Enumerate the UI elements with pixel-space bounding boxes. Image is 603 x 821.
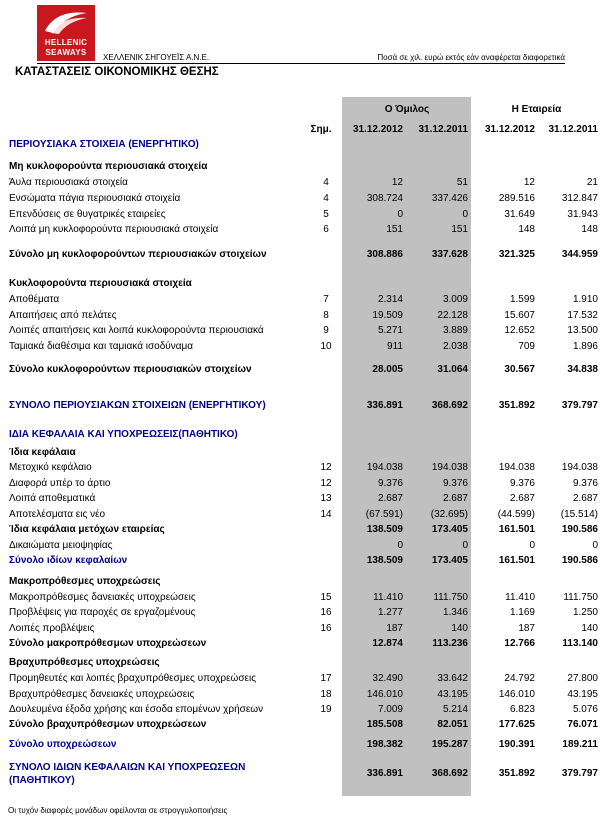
logo-text-line2: SEAWAYS <box>45 48 87 57</box>
row-note: 9 <box>323 325 329 336</box>
table-row <box>0 523 603 537</box>
row-value: 336.891 <box>366 400 403 411</box>
row-value: 1.910 <box>572 294 598 305</box>
table-row <box>0 575 603 589</box>
table-row <box>0 309 603 323</box>
column-date-header-row <box>0 123 603 137</box>
row-note: 4 <box>323 177 329 188</box>
row-value: 187 <box>386 623 403 634</box>
row-value: 379.797 <box>561 400 598 411</box>
row-value: 336.891 <box>366 768 403 779</box>
row-label: Αποτελέσματα εις νέο <box>9 509 106 520</box>
row-value: 709 <box>518 341 535 352</box>
row-value: 12 <box>523 177 535 188</box>
row-label: Σύνολο ιδίων κεφαλαίων <box>9 555 128 566</box>
row-value: 82.051 <box>437 719 468 730</box>
row-label: Μακροπρόθεσμες υποχρεώσεις <box>9 576 161 587</box>
row-value: 308.724 <box>366 193 403 204</box>
table-row <box>0 340 603 354</box>
group-header: Ο Όμιλος <box>384 104 430 115</box>
row-value: 13.500 <box>567 325 598 336</box>
row-note: 17 <box>320 673 332 684</box>
row-value: 177.625 <box>498 719 535 730</box>
row-value: 138.509 <box>366 524 403 535</box>
row-value: 2.687 <box>377 493 403 504</box>
row-value: 189.211 <box>562 739 598 750</box>
row-label: Διαφορά υπέρ το άρτιο <box>9 478 111 489</box>
row-value: 111.750 <box>433 592 468 603</box>
row-value: 2.314 <box>377 294 403 305</box>
row-value: 2.038 <box>442 341 468 352</box>
row-value: (67.591) <box>365 509 403 520</box>
row-value: 368.692 <box>431 768 468 779</box>
wave-emblem-icon <box>43 9 89 35</box>
header-divider <box>37 63 565 64</box>
date-header: 31.12.2012 <box>352 124 403 135</box>
table-row <box>0 461 603 475</box>
row-value: 148 <box>581 224 598 235</box>
row-label: Σύνολο υποχρεώσεων <box>9 739 117 750</box>
row-value: 151 <box>451 224 468 235</box>
date-header: 31.12.2012 <box>484 124 535 135</box>
row-label: Λοιπές προβλέψεις <box>9 623 95 634</box>
row-value: 0 <box>462 540 468 551</box>
row-value: 33.642 <box>437 673 468 684</box>
row-value: 9.376 <box>442 478 468 489</box>
row-note: 13 <box>320 493 332 504</box>
row-label: Άυλα περιουσιακά στοιχεία <box>9 177 128 188</box>
date-header: 31.12.2011 <box>548 124 598 135</box>
row-label: Βραχυπρόθεσμες δανειακές υποχρεώσεις <box>9 689 195 700</box>
row-label: Αποθέματα <box>9 294 60 305</box>
rounding-footnote: Οι τυχόν διαφορές μονάδων οφείλονται σε στρογγυλοποιήσεις <box>8 806 228 815</box>
row-note: 12 <box>320 478 332 489</box>
row-label: Μακροπρόθεσμες δανειακές υποχρεώσεις <box>9 592 196 603</box>
column-group-header-row <box>0 103 603 117</box>
row-value: 5.076 <box>572 704 598 715</box>
row-value: 15.607 <box>504 310 535 321</box>
row-value: (44.599) <box>497 509 535 520</box>
row-value: 31.064 <box>437 364 468 375</box>
row-note: 18 <box>320 689 332 700</box>
date-header: 31.12.2011 <box>418 124 468 135</box>
row-value: 194.038 <box>561 462 598 473</box>
row-value: 0 <box>397 540 403 551</box>
row-value: 31.943 <box>567 209 598 220</box>
row-value: 379.797 <box>561 768 598 779</box>
row-label: Ίδια κεφάλαια <box>9 447 76 458</box>
row-value: 194.038 <box>498 462 535 473</box>
row-value: 140 <box>581 623 598 634</box>
row-note: 8 <box>323 310 329 321</box>
row-value: 27.800 <box>567 673 598 684</box>
row-label: Δικαιώματα μειοψηφίας <box>9 540 113 551</box>
row-label: Επενδύσεις σε θυγατρικές εταιρείες <box>9 209 166 220</box>
row-label: Ίδια κεφάλαια μετόχων εταιρείας <box>9 524 165 535</box>
row-value: 187 <box>518 623 535 634</box>
row-value: 3.889 <box>442 325 468 336</box>
row-value: 113.236 <box>432 638 468 649</box>
row-label: Μετοχικό κεφάλαιο <box>9 462 92 473</box>
row-value: 161.501 <box>498 555 535 566</box>
row-value: 195.287 <box>431 739 468 750</box>
row-value: 911 <box>387 341 403 352</box>
table-row <box>0 192 603 206</box>
table-row <box>0 591 603 605</box>
table-row <box>0 622 603 636</box>
row-value: 76.071 <box>567 719 598 730</box>
row-value: 12.652 <box>504 325 535 336</box>
row-value: 138.509 <box>366 555 403 566</box>
row-value: 0 <box>592 540 598 551</box>
row-label: Δουλευμένα έξοδα χρήσης και έσοδα επομένων χρήσεων <box>9 704 264 715</box>
row-value: 19.509 <box>372 310 403 321</box>
row-value: 344.959 <box>561 249 598 260</box>
row-value: 21 <box>586 177 598 188</box>
row-label: Απαιτήσεις από πελάτες <box>9 310 117 321</box>
row-value: 351.892 <box>498 400 535 411</box>
row-value: 1.346 <box>442 607 468 618</box>
row-value: 5.214 <box>442 704 468 715</box>
table-row <box>0 688 603 702</box>
table-row <box>0 508 603 522</box>
row-label: Βραχυπρόθεσμες υποχρεώσεις <box>9 657 160 668</box>
row-value: 151 <box>386 224 403 235</box>
row-label: Προβλέψεις για παροχές σε εργαζομένους <box>9 607 196 618</box>
row-label: Ταμιακά διαθέσιμα και ταμιακά ισοδύναμα <box>9 341 194 352</box>
row-value: 140 <box>451 623 468 634</box>
table-row <box>0 637 603 651</box>
table-row <box>0 138 603 152</box>
row-value: 0 <box>462 209 468 220</box>
row-value: 11.410 <box>505 592 535 603</box>
table-row <box>0 539 603 553</box>
row-label: Ενσώματα πάγια περιουσιακά στοιχεία <box>9 193 181 204</box>
row-label: ΙΔΙΑ ΚΕΦΑΛΑΙΑ ΚΑΙ ΥΠΟΧΡΕΩΣΕΙΣ(ΠΑΘΗΤΙΚΟ) <box>9 429 238 440</box>
row-value: 6.823 <box>509 704 535 715</box>
table-row <box>0 176 603 190</box>
row-label: Μη κυκλοφορούντα περιουσιακά στοιχεία <box>9 161 208 172</box>
row-value: 337.426 <box>431 193 468 204</box>
row-value: 146.010 <box>498 689 535 700</box>
row-value: 308.886 <box>366 249 403 260</box>
company-header: Η Εταιρεία <box>511 104 562 115</box>
row-value: 289.516 <box>498 193 535 204</box>
table-row <box>0 477 603 491</box>
row-value: 2.687 <box>442 493 468 504</box>
table-row <box>0 277 603 291</box>
row-value: 148 <box>518 224 535 235</box>
row-note: 15 <box>320 592 332 603</box>
row-value: 194.038 <box>366 462 403 473</box>
table-row <box>0 208 603 222</box>
row-value: 2.687 <box>509 493 535 504</box>
row-value: 312.847 <box>561 193 598 204</box>
table-row <box>0 656 603 670</box>
row-value: 194.038 <box>431 462 468 473</box>
row-note: 14 <box>320 509 332 520</box>
table-row <box>0 492 603 506</box>
row-value: 0 <box>529 540 535 551</box>
row-note: 6 <box>323 224 329 235</box>
company-name: ΧΕΛΛΕΝΙΚ ΣΗΓΟΥΕΪΣ Α.Ν.Ε. <box>103 53 210 62</box>
row-label: Κυκλοφορούντα περιουσιακά στοιχεία <box>9 278 192 289</box>
row-value: 3.009 <box>442 294 468 305</box>
table-row <box>0 718 603 732</box>
row-value: 173.405 <box>431 555 468 566</box>
row-label: ΠΕΡΙΟΥΣΙΑΚΑ ΣΤΟΙΧΕΙΑ (ΕΝΕΡΓΗΤΙΚΟ) <box>9 139 199 150</box>
row-label-continued: (ΠΑΘΗΤΙΚΟΥ) <box>9 775 75 786</box>
table-row <box>0 554 603 568</box>
row-note: 16 <box>320 623 332 634</box>
table-row <box>0 606 603 620</box>
table-row <box>0 223 603 237</box>
row-value: 146.010 <box>366 689 403 700</box>
row-value: 11.410 <box>373 592 403 603</box>
row-value: 22.128 <box>437 310 468 321</box>
row-value: 113.140 <box>562 638 598 649</box>
amounts-note: Ποσά σε χιλ. ευρώ εκτός εάν αναφέρεται διαφορετικά <box>377 53 565 62</box>
table-row <box>0 446 603 460</box>
row-label: Σύνολο κυκλοφορούντων περιουσιακών στοιχείων <box>9 364 252 375</box>
note-column-header: Σημ. <box>310 124 332 135</box>
row-note: 12 <box>320 462 332 473</box>
row-note: 5 <box>323 209 329 220</box>
row-value: 368.692 <box>431 400 468 411</box>
table-row <box>0 293 603 307</box>
row-note: 19 <box>320 704 332 715</box>
table-row <box>0 703 603 717</box>
table-row <box>0 738 603 752</box>
row-note: 7 <box>323 294 329 305</box>
row-value: 190.586 <box>561 555 598 566</box>
row-value: 111.750 <box>563 592 598 603</box>
logo-text-line1: HELLENIC <box>44 38 88 47</box>
row-note: 4 <box>323 193 329 204</box>
row-value: 1.169 <box>509 607 535 618</box>
row-value: 1.250 <box>572 607 598 618</box>
row-label: Λοιπές απαιτήσεις και λοιπά κυκλοφορούντα περιουσιακά <box>9 325 264 336</box>
row-value: 43.195 <box>567 689 598 700</box>
row-value: 5.271 <box>377 325 403 336</box>
row-value: 9.376 <box>572 478 598 489</box>
row-value: 43.195 <box>437 689 468 700</box>
row-label: Σύνολο βραχυπρόθεσμων υποχρεώσεων <box>9 719 207 730</box>
table-row <box>0 160 603 174</box>
row-value: 31.649 <box>504 209 535 220</box>
row-label: ΣΥΝΟΛΟ ΠΕΡΙΟΥΣΙΑΚΩΝ ΣΤΟΙΧΕΙΩΝ (ΕΝΕΡΓΗΤΙΚΟΥ) <box>9 400 266 411</box>
row-note: 10 <box>320 341 332 352</box>
row-value: 12 <box>391 177 403 188</box>
row-value: 28.005 <box>372 364 403 375</box>
row-value: 12.874 <box>372 638 403 649</box>
row-value: 161.501 <box>498 524 535 535</box>
row-value: 34.838 <box>567 364 598 375</box>
row-value: (32.695) <box>430 509 468 520</box>
row-value: 1.896 <box>572 341 598 352</box>
row-value: 198.382 <box>366 739 403 750</box>
table-row <box>0 672 603 686</box>
row-value: 24.792 <box>504 673 535 684</box>
row-value: 190.391 <box>498 739 535 750</box>
row-value: (15.514) <box>560 509 598 520</box>
row-value: 51 <box>456 177 468 188</box>
row-value: 0 <box>397 209 403 220</box>
row-value: 1.277 <box>377 607 403 618</box>
row-value: 30.567 <box>504 364 535 375</box>
table-row <box>0 324 603 338</box>
row-label: Λοιπά μη κυκλοφορούντα περιουσιακά στοιχεία <box>9 224 219 235</box>
table-row <box>0 399 603 413</box>
row-value: 9.376 <box>377 478 403 489</box>
row-label: Προμηθευτές και λοιπές βραχυπρόθεσμες υποχρεώσεις <box>9 673 257 684</box>
row-value: 1.599 <box>509 294 535 305</box>
row-label: Λοιπά αποθεματικά <box>9 493 96 504</box>
row-value: 190.586 <box>561 524 598 535</box>
table-row <box>0 428 603 442</box>
row-value: 32.490 <box>372 673 403 684</box>
page-title: ΚΑΤΑΣΤΑΣΕΙΣ ΟΙΚΟΝΟΜΙΚΗΣ ΘΕΣΗΣ <box>15 66 219 78</box>
row-value: 321.325 <box>498 249 535 260</box>
table-row <box>0 248 603 262</box>
row-value: 7.009 <box>377 704 403 715</box>
row-value: 12.766 <box>504 638 535 649</box>
row-value: 337.628 <box>431 249 468 260</box>
table-row <box>0 363 603 377</box>
row-value: 2.687 <box>572 493 598 504</box>
row-value: 9.376 <box>509 478 535 489</box>
row-label: Σύνολο μακροπρόθεσμων υποχρεώσεων <box>9 638 207 649</box>
row-label: ΣΥΝΟΛΟ ΙΔΙΩΝ ΚΕΦΑΛΑΙΩΝ ΚΑΙ ΥΠΟΧΡΕΩΣΕΩΝ <box>9 762 246 773</box>
row-value: 185.508 <box>366 719 403 730</box>
row-value: 17.532 <box>567 310 598 321</box>
table-row <box>0 761 603 789</box>
company-logo <box>37 5 95 61</box>
row-value: 173.405 <box>431 524 468 535</box>
row-value: 351.892 <box>498 768 535 779</box>
row-note: 16 <box>320 607 332 618</box>
row-label: Σύνολο μη κυκλοφορούντων περιουσιακών στοιχείων <box>9 249 267 260</box>
